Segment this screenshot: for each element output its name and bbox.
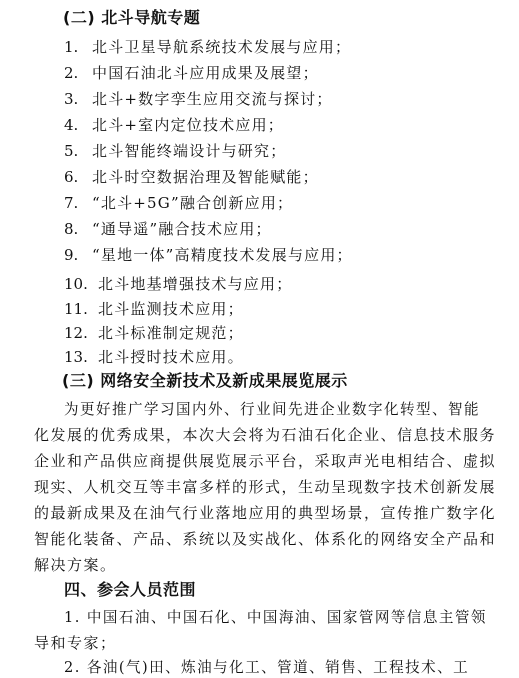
list-item xyxy=(64,322,244,344)
list-item-number: 11. xyxy=(64,300,88,318)
paragraph-line: 化发展的优秀成果，本次大会将为石油石化企业、信息技术服务 xyxy=(34,426,497,444)
list-item-text: 北斗+数字孪生应用交流与探讨； xyxy=(92,90,333,108)
list-item-number: 2. xyxy=(64,64,79,82)
list-item xyxy=(64,346,244,368)
list-item-number: 1. xyxy=(64,38,79,56)
list-item-number: 3. xyxy=(64,90,79,108)
list-item xyxy=(64,218,272,240)
list-item xyxy=(64,192,293,214)
list-item-text: 北斗卫星导航系统技术发展与应用； xyxy=(92,38,352,56)
paragraph-line: 现实、人机交互等丰富多样的形式，生动呈现数字技术创新发展 xyxy=(34,478,497,496)
list-item-text: 北斗标准制定规范； xyxy=(98,324,244,342)
list-item-text: “星地一体”高精度技术发展与应用； xyxy=(92,246,353,264)
list-item-number: 9. xyxy=(64,246,79,264)
section-heading-attendees: 四、参会人员范围 xyxy=(64,580,197,599)
paragraph-line: 导和专家； xyxy=(34,634,117,652)
list-item-number: 5. xyxy=(64,142,79,160)
list-item-text: “通导遥”融合技术应用； xyxy=(92,220,272,238)
list-item-text: 北斗地基增强技术与应用； xyxy=(98,275,293,293)
list-item-number: 13. xyxy=(64,348,88,366)
list-item xyxy=(64,114,284,136)
list-item-text: 北斗授时技术应用。 xyxy=(98,348,244,366)
list-item-number: 7. xyxy=(64,194,79,212)
list-item-text: “北斗+5G”融合创新应用； xyxy=(92,194,294,212)
list-item xyxy=(64,273,292,295)
paragraph-line: 1. 中国石油、中国石化、中国海油、国家管网等信息主管领 xyxy=(64,608,487,626)
paragraph-line: 企业和产品供应商提供展览展示平台，采取声光电相结合、虚拟 xyxy=(34,452,497,470)
list-item-number: 8. xyxy=(64,220,79,238)
list-item-text: 北斗智能终端设计与研究； xyxy=(92,142,287,160)
list-item-text: 北斗时空数据治理及智能赋能； xyxy=(92,168,319,186)
list-item xyxy=(64,298,244,320)
paragraph-line: 的最新成果及在油气行业落地应用的典型场景，宣传推广数字化 xyxy=(34,504,497,522)
paragraph-line: 智能化装备、产品、系统以及实战化、体系化的网络安全产品和 xyxy=(34,530,497,548)
list-item xyxy=(64,88,333,110)
list-item xyxy=(64,244,353,266)
paragraph-line: 为更好推广学习国内外、行业间先进企业数字化转型、智能 xyxy=(64,400,481,418)
section-heading-beidou: (二) 北斗导航专题 xyxy=(63,8,201,27)
list-item-number: 6. xyxy=(64,168,79,186)
list-item xyxy=(64,140,286,162)
list-item xyxy=(64,62,319,84)
list-item-text: 北斗监测技术应用； xyxy=(98,300,244,318)
list-item-text: 北斗+室内定位技术应用； xyxy=(92,116,284,134)
list-item-number: 4. xyxy=(64,116,79,134)
list-item xyxy=(64,166,319,188)
paragraph-line: 解决方案。 xyxy=(34,556,117,574)
section-heading-cybersecurity: (三) 网络安全新技术及新成果展览展示 xyxy=(62,371,348,390)
list-item xyxy=(64,36,351,58)
list-item-number: 10. xyxy=(64,275,88,293)
list-item-number: 12. xyxy=(64,324,88,342)
paragraph-line: 2. 各油(气)田、炼油与化工、管道、销售、工程技术、工 xyxy=(64,658,470,676)
list-item-text: 中国石油北斗应用成果及展望； xyxy=(92,64,319,82)
